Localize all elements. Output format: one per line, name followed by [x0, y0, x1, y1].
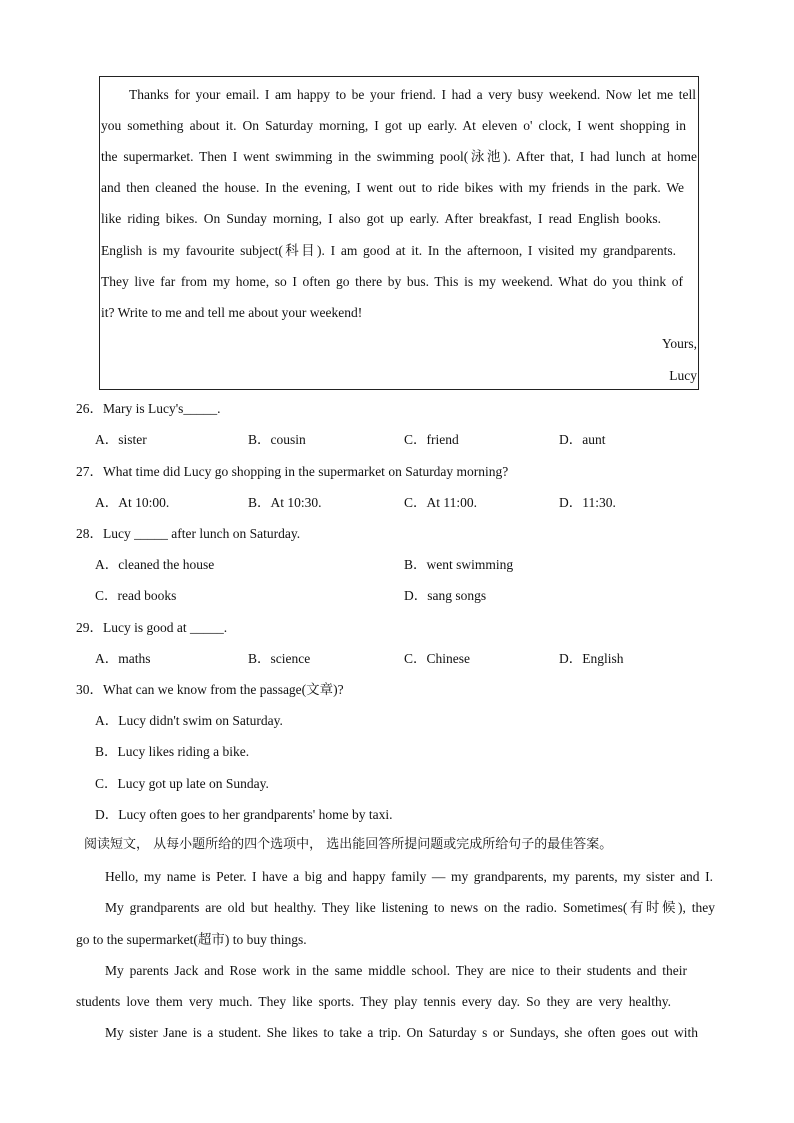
letter-line: it? Write to me and tell me about your weekend! [101, 305, 363, 320]
option-b[interactable]: B．Lucy likes riding a bike. [95, 744, 250, 759]
letter-signature: Lucy [669, 368, 697, 383]
option-c[interactable]: C．read books [95, 588, 177, 603]
passage-line: My grandparents are old but healthy. They like listening to news on the radio. Sometimes(有时候), they [105, 900, 715, 915]
letter-line: English is my favourite subject(科目). I am good at it. In the afternoon, I visited my grandparents. [101, 243, 676, 258]
passage-line: My sister Jane is a student. She likes to take a trip. On Saturday s or Sundays, she often goes out with [105, 1025, 698, 1040]
option-d[interactable]: D．sang songs [404, 588, 487, 603]
letter-line: like riding bikes. On Sunday morning, I also got up early. After breakfast, I read English books. [101, 211, 661, 226]
option-a[interactable]: A．cleaned the house [95, 557, 215, 572]
option-c[interactable]: C．friend [404, 432, 459, 447]
option-a[interactable]: A．At 10:00. [95, 495, 170, 510]
question-29 [76, 619, 227, 637]
letter-line: the supermarket. Then I went swimming in the swimming pool(泳池). After that, I had lunch at home [101, 149, 697, 164]
section-instruction: 阅读短文， 从每小题所给的四个选项中， 选出能回答所提问题或完成所给句子的最佳答案。 [84, 837, 613, 852]
passage-line: students love them very much. They like sports. They play tennis every day. So they are very healthy. [76, 994, 671, 1009]
question-26 [76, 400, 221, 418]
question-text: Lucy _____ after lunch on Saturday. [103, 526, 301, 541]
option-a[interactable]: A．sister [95, 432, 147, 447]
letter-line: Thanks for your email. I am happy to be your friend. I had a very busy weekend. Now let me tell [129, 87, 696, 102]
question-text: Mary is Lucy's_____. [103, 401, 221, 416]
question-number: 26． [76, 401, 103, 416]
option-b[interactable]: B．cousin [248, 432, 306, 447]
option-b[interactable]: B．At 10:30. [248, 495, 322, 510]
question-number: 29． [76, 620, 103, 635]
letter-line: and then cleaned the house. In the evening, I went out to ride bikes with my friends in the park. We [101, 180, 684, 195]
letter-line: you something about it. On Saturday morning, I got up early. At eleven o' clock, I went shopping in [101, 118, 686, 133]
option-d[interactable]: D．11:30. [559, 495, 616, 510]
passage-line: go to the supermarket(超市) to buy things. [76, 932, 307, 947]
question-number: 28． [76, 526, 103, 541]
option-c[interactable]: C．At 11:00. [404, 495, 478, 510]
question-27 [76, 463, 508, 481]
passage-line: My parents Jack and Rose work in the same middle school. They are nice to their students and their [105, 963, 687, 978]
question-30 [76, 681, 344, 699]
option-c[interactable]: C．Chinese [404, 651, 470, 666]
question-number: 30． [76, 682, 103, 697]
passage-line: Hello, my name is Peter. I have a big and happy family — my grandparents, my parents, my sister and I. [105, 869, 713, 884]
option-c[interactable]: C．Lucy got up late on Sunday. [95, 776, 269, 791]
option-b[interactable]: B．went swimming [404, 557, 514, 572]
question-text: What can we know from the passage(文章)? [103, 682, 344, 697]
option-a[interactable]: A．Lucy didn't swim on Saturday. [95, 713, 283, 728]
option-d[interactable]: D．aunt [559, 432, 606, 447]
option-a[interactable]: A．maths [95, 651, 151, 666]
option-b[interactable]: B．science [248, 651, 311, 666]
letter-closing: Yours, [661, 336, 697, 351]
letter-line: They live far from my home, so I often go there by bus. This is my weekend. What do you think of [101, 274, 683, 289]
question-text: What time did Lucy go shopping in the supermarket on Saturday morning? [103, 464, 509, 479]
question-text: Lucy is good at _____. [103, 620, 228, 635]
question-number: 27． [76, 464, 103, 479]
option-d[interactable]: D．English [559, 651, 624, 666]
question-28 [76, 525, 300, 543]
option-d[interactable]: D．Lucy often goes to her grandparents' home by taxi. [95, 807, 393, 822]
